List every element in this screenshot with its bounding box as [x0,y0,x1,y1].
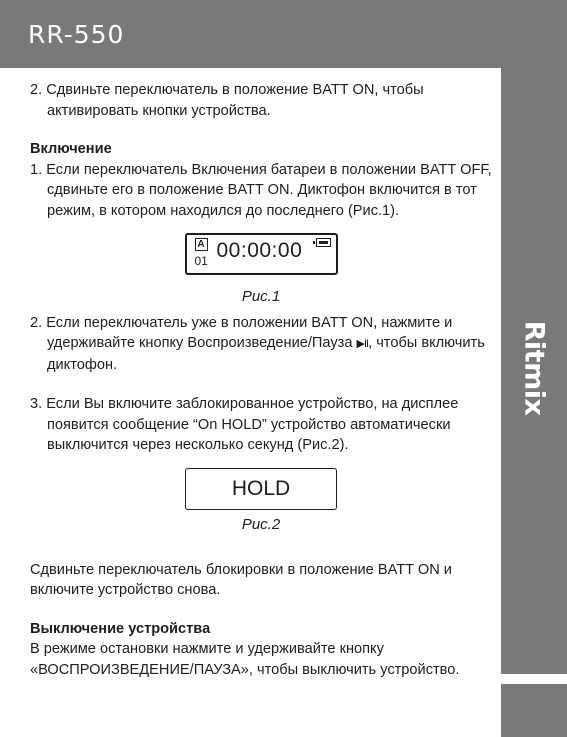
step-paragraph: 1. Если переключатель Включения батареи в положении BATT OFF, сдвиньте его в положение BATT ON. Диктофон включится в тот режим, в котором находился до последнего (Рис.1). [30,161,492,219]
body-paragraph: В режиме остановки нажмите и удерживайте кнопку «ВОСПРОИЗВЕДЕНИЕ/ПАУЗА», чтобы выключить устройство. [30,641,460,678]
play-pause-icon: ▶II [356,338,369,350]
figure-caption: Рис.2 [241,515,281,533]
step-paragraph [30,313,492,376]
step-text: 2. Если переключатель уже в положении BATT ON, нажмите и удерживайте кнопку Воспроизведение/Пауза [30,314,453,351]
lcd-display [185,233,338,275]
step-text: , чтобы включить диктофон. [47,335,485,373]
step-paragraph: 2. Сдвиньте переключатель в положение BATT ON, чтобы активировать кнопки устройства. [30,82,424,119]
figure-lcd [30,233,492,282]
time-readout: 00:00:00 [216,239,303,262]
battery-icon [316,238,331,247]
step-paragraph: 3. Если Вы включите заблокированное устройство, на дисплее появится сообщение “On HOLD” устройство автоматически выключится через несколько секунд (Рис.2). [30,396,459,453]
hold-display: HOLD [185,468,337,510]
figure-caption: Рис.1 [241,287,281,305]
header-bar [0,0,567,68]
body-paragraph: Сдвиньте переключатель блокировки в положение BATT ON и включите устройство снова. [30,561,452,598]
figure-hold [30,468,492,510]
brand-logo: Ritmix [518,320,550,416]
mode-indicator: A [195,238,208,251]
section-heading-power-on: Включение [30,141,112,157]
page-content [30,80,492,680]
model-title: RR-550 [28,20,125,49]
page-corner-block [501,684,567,737]
track-number: 01 [194,254,208,268]
section-heading-power-off: Выключение устройства [30,620,211,637]
